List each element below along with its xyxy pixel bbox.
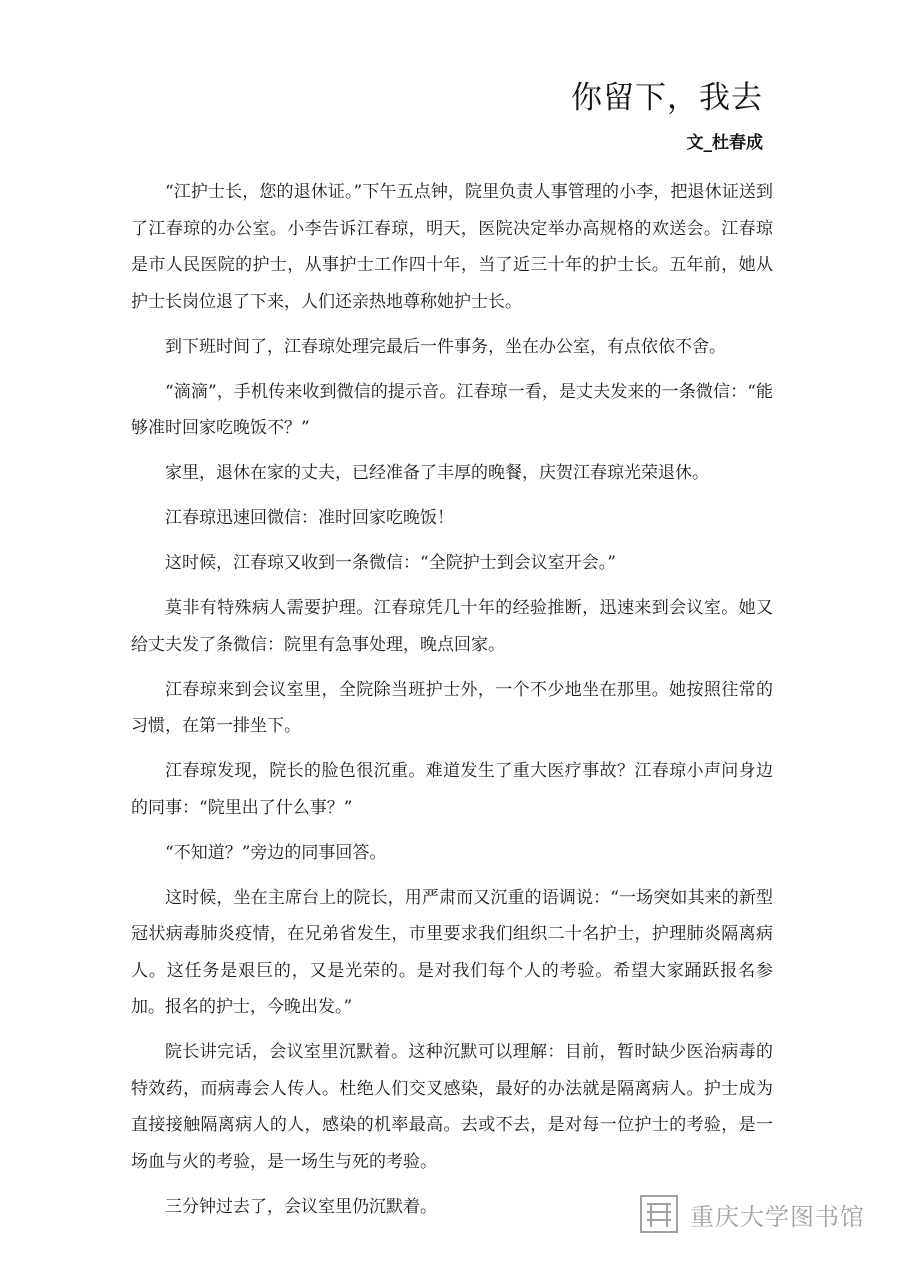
paragraph: 莫非有特殊病人需要护理。江春琼凭几十年的经验推断，迅速来到会议室。她又给丈夫发了条微信：院里有急事处理，晚点回家。 <box>131 598 773 655</box>
paragraph: “不知道？”旁边的同事回答。 <box>165 842 387 863</box>
paragraph: 这时候，坐在主席台上的院长，用严肃而又沉重的语调说：“一场突如其来的新型冠状病毒肺炎疫情，在兄弟省发生，市里要求我们组织二十名护士，护理肺炎隔离病人。这任务是艰巨的，又是光荣的。是对我们每个人的考验。希望大家踊跃报名参加。报名的护士，今晚出发。” <box>131 887 773 1017</box>
article-body <box>131 174 773 1234</box>
paragraph: 家里，退休在家的丈夫，已经准备了丰厚的晚餐，庆贺江春琼光荣退休。 <box>165 463 709 483</box>
library-watermark <box>640 1192 865 1236</box>
article-title: 你留下，我去 <box>571 80 763 116</box>
author-byline: 文_杜春成 <box>686 133 763 153</box>
watermark-text: 重庆大学图书馆 <box>690 1202 865 1231</box>
paragraph: “滴滴”，手机传来收到微信的提示音。江春琼一看，是丈夫发来的一条微信：“能够准时回家吃晚饭不？” <box>131 381 773 438</box>
paragraph: 这时候，江春琼又收到一条微信：“全院护士到会议室开会。” <box>165 553 616 573</box>
paragraph: 院长讲完话，会议室里沉默着。这种沉默可以理解：目前，暂时缺少医治病毒的特效药，而病毒会人传人。杜绝人们交叉感染，最好的办法就是隔离病人。护士成为直接接触隔离病人的人，感染的机率最高。去或不去，是对每一位护士的考验，是一场血与火的考验，是一场生与死的考验。 <box>131 1042 773 1172</box>
paragraph: 江春琼迅速回微信：准时回家吃晚饭！ <box>165 508 454 528</box>
paragraph: 江春琼来到会议室里，全院除当班护士外，一个不少地坐在那里。她按照往常的习惯，在第一排坐下。 <box>131 679 773 736</box>
library-seal-icon <box>640 1195 678 1233</box>
paragraph: 到下班时间了，江春琼处理完最后一件事务，坐在办公室，有点依依不舍。 <box>165 336 726 357</box>
paragraph: 三分钟过去了，会议室里仍沉默着。 <box>165 1196 437 1217</box>
paragraph: “江护士长，您的退休证。”下午五点钟，院里负责人事管理的小李，把退休证送到了江春琼的办公室。小李告诉江春琼，明天，医院决定举办高规格的欢送会。江春琼是市人民医院的护士，从事护士工作四十年，当了近三十年的护士长。五年前，她从护士长岗位退了下来，人们还亲热地尊称她护士长。 <box>131 182 773 312</box>
paragraph: 江春琼发现，院长的脸色很沉重。难道发生了重大医疗事故？江春琼小声问身边的同事：“院里出了什么事？” <box>131 761 773 818</box>
